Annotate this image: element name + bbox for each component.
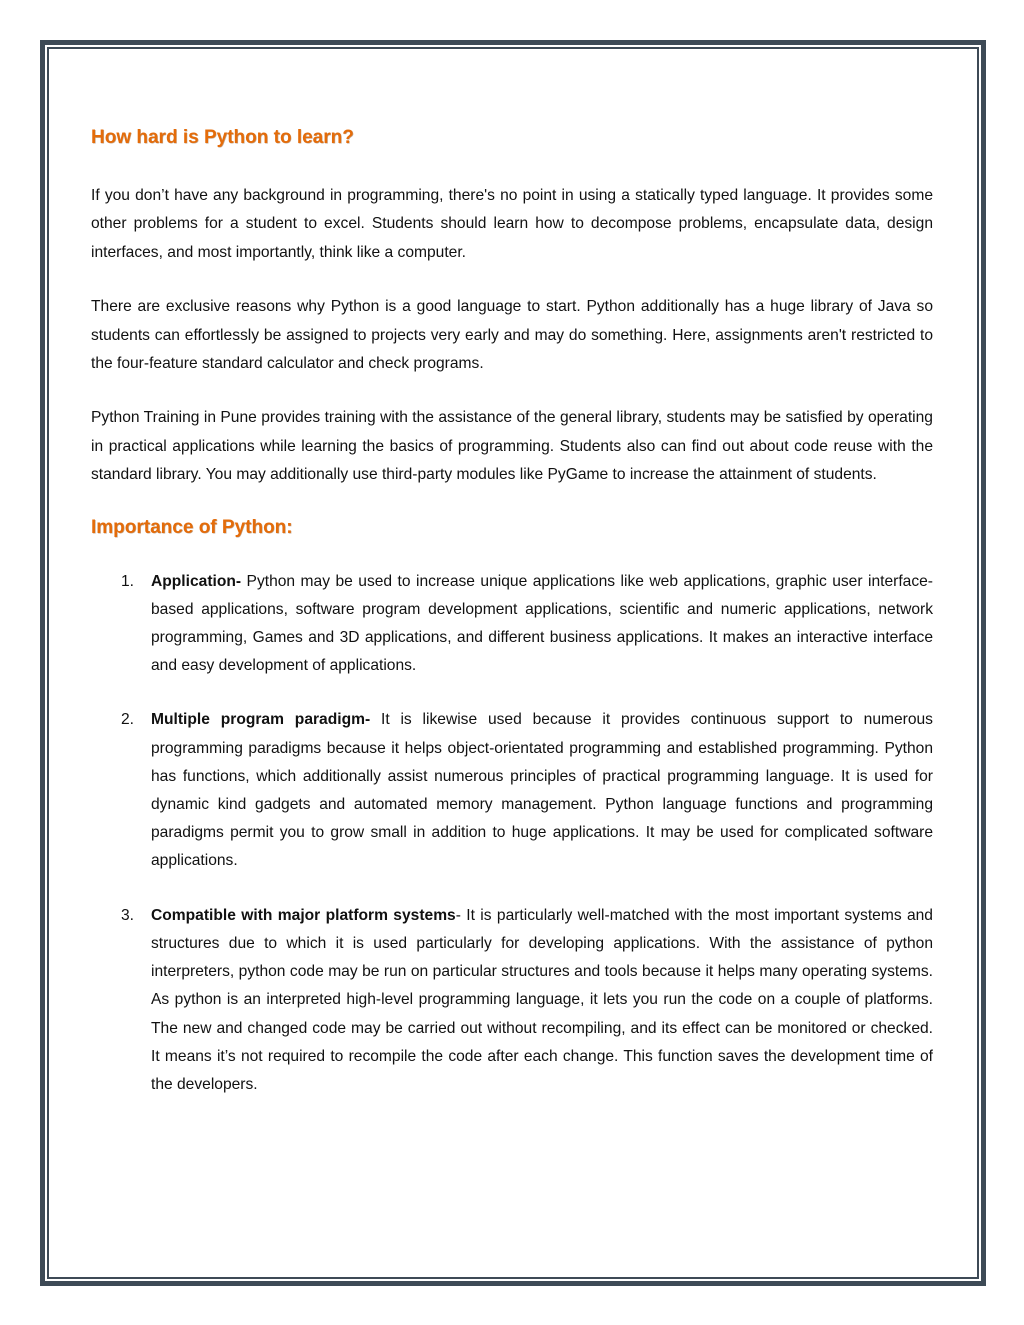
paragraph-reasons: There are exclusive reasons why Python is a good language to start. Python additionally has a huge library of Java so students can effortlessly be assigned to projects very early and may do something. Here, assignments aren't restricted to the four-feature standard calculator and check programs. — [91, 298, 933, 373]
paragraph-training: Python Training in Pune provides training with the assistance of the general library, students may be satisfied by operating in practical applications while learning the basics of programming. Students also can find out about code reuse with the standard library. You may additionally use third-party modules like PyGame to increase the attainment of students. — [91, 409, 933, 484]
section-heading-learning: How hard is Python to learn? — [91, 127, 354, 148]
list-item-number: 1. — [121, 572, 135, 590]
list-item-text: - It is particularly well-matched with the most important systems and structures due to which it is used particularly for developing applications. With the assistance of python interpreters, python code may be run on particular structures and tools because it helps many operating systems. As python is an interpreted high-level programming language, it lets you run the code on a couple of platforms. The new and changed code may be carried out without recompiling, and its effect can be monitored or checked. It means it’s not required to recompile the code after each change. This function saves the development time of the developers. — [151, 906, 933, 1093]
list-item — [91, 568, 933, 681]
list-item-number: 3. — [121, 906, 135, 924]
list-item-title: Application- — [151, 572, 242, 590]
list-item — [91, 706, 933, 875]
list-item-title: Multiple program paradigm- — [151, 711, 371, 729]
list-item-text: It is likewise used because it provides continuous support to numerous programming paradigms because it helps object-orientated programming and established programming. Python has functions, which additionally assist numerous principles of practical programming language. It is used for dynamic kind gadgets and automated memory management. Python language functions and programming paradigms permit you to grow small in addition to huge applications. It may be used for complicated software applications. — [151, 711, 933, 870]
importance-list — [91, 568, 933, 1099]
list-item-number: 2. — [121, 711, 135, 729]
list-item-text: Python may be used to increase unique applications like web applications, graphic user interface-based applications, software program development applications, scientific and numeric applications, network programming, Games and 3D applications, and different business applications. It makes an interactive interface and easy development of applications. — [151, 572, 933, 675]
paragraph-background: If you don’t have any background in programming, there's no point in using a statically typed language. It provides some other problems for a student to excel. Students should learn how to decompose problems, encapsulate data, design interfaces, and most importantly, think like a computer. — [91, 187, 933, 261]
document-body — [91, 118, 933, 1125]
list-item — [91, 902, 933, 1099]
section-heading-importance: Importance of Python: — [91, 516, 293, 538]
list-item-title: Compatible with major platform systems — [151, 906, 456, 924]
